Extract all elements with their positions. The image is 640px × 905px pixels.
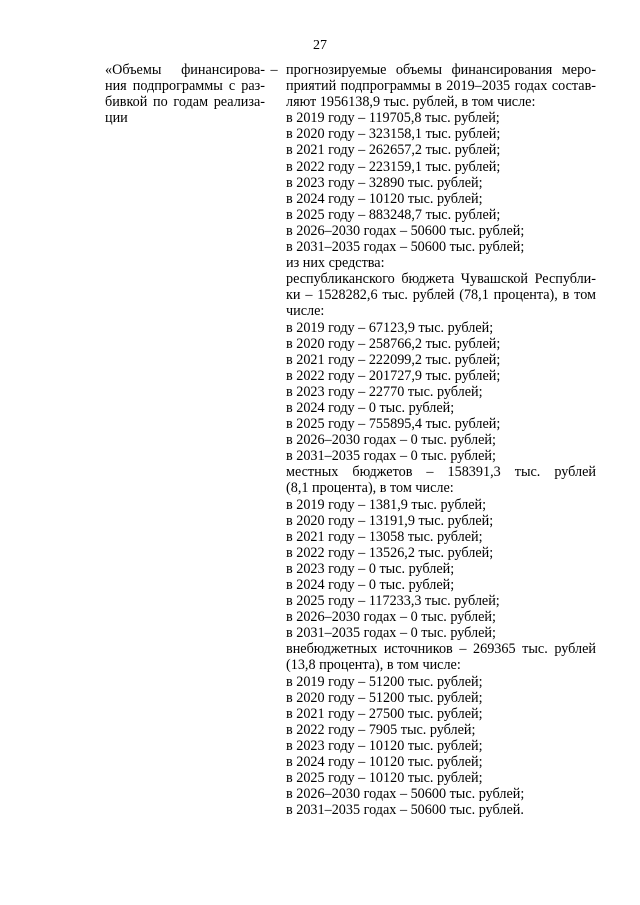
funding-detail-line: в 2019 году – 67123,9 тыс. рублей; (286, 319, 494, 336)
funding-detail-line: (13,8 процента), в том числе: (286, 657, 461, 674)
funding-detail-line: в 2022 году – 13526,2 тыс. рублей; (286, 544, 494, 561)
funding-detail-line: в 2019 году – 51200 тыс. рублей; (286, 673, 483, 690)
funding-detail-line: в 2024 году – 10120 тыс. рублей; (286, 754, 483, 771)
page-number: 27 (313, 38, 327, 53)
funding-detail-line: числе: (286, 303, 325, 320)
separator-dash: – (270, 62, 278, 78)
funding-detail-line: в 2021 году – 222099,2 тыс. рублей; (286, 351, 501, 368)
funding-detail-line: в 2025 году – 10120 тыс. рублей; (286, 770, 483, 787)
funding-detail-line: в 2021 году – 13058 тыс. рублей; (286, 528, 483, 545)
funding-detail-line: в 2022 году – 201727,9 тыс. рублей; (286, 367, 501, 384)
funding-detail-line: в 2026–2030 годах – 0 тыс. рублей; (286, 609, 496, 626)
funding-detail-line: внебюджетных источников – 269365 тыс. рублей (286, 641, 596, 658)
funding-label-line: ции (105, 110, 128, 127)
funding-detail-line: в 2026–2030 годах – 0 тыс. рублей; (286, 432, 496, 449)
funding-detail-line: ки – 1528282,6 тыс. рублей (78,1 процента), в том (286, 287, 596, 304)
funding-detail-line: в 2019 году – 1381,9 тыс. рублей; (286, 496, 487, 513)
funding-detail-line: в 2023 году – 32890 тыс. рублей; (286, 174, 483, 191)
funding-detail-line: в 2031–2035 годах – 0 тыс. рублей; (286, 448, 496, 465)
funding-detail-line: прогнозируемые объемы финансирования меро- (286, 62, 596, 78)
funding-detail-line: в 2021 году – 27500 тыс. рублей; (286, 705, 483, 722)
funding-detail-line: в 2024 году – 0 тыс. рублей; (286, 399, 455, 416)
funding-detail-line: приятий подпрограммы в 2019–2035 годах состав- (286, 78, 596, 95)
funding-detail-line: в 2022 году – 7905 тыс. рублей; (286, 721, 476, 738)
funding-detail-line: республиканского бюджета Чувашской Республи- (286, 271, 596, 288)
funding-detail-line: в 2031–2035 годах – 50600 тыс. рублей; (286, 239, 525, 256)
funding-detail-line: в 2025 году – 883248,7 тыс. рублей; (286, 206, 501, 223)
funding-detail-line: в 2024 году – 0 тыс. рублей; (286, 577, 455, 593)
funding-detail-line: в 2019 году – 119705,8 тыс. рублей; (286, 110, 500, 127)
funding-detail-line: в 2023 году – 22770 тыс. рублей; (286, 383, 483, 400)
funding-detail-line: из них средства: (286, 255, 385, 272)
funding-details-cell (286, 62, 596, 818)
funding-detail-line: в 2020 году – 323158,1 тыс. рублей; (286, 126, 501, 143)
funding-detail-line: в 2022 году – 223159,1 тыс. рублей; (286, 158, 501, 175)
funding-detail-line: местных бюджетов – 158391,3 тыс. рублей (286, 464, 596, 481)
funding-detail-line: в 2020 году – 258766,2 тыс. рублей; (286, 335, 501, 352)
funding-detail-line: в 2025 году – 755895,4 тыс. рублей; (286, 416, 501, 433)
funding-detail-line: в 2031–2035 годах – 0 тыс. рублей; (286, 625, 496, 642)
funding-detail-line: в 2026–2030 годах – 50600 тыс. рублей; (286, 222, 525, 239)
funding-detail-line: в 2024 году – 10120 тыс. рублей; (286, 190, 483, 207)
funding-detail-line: в 2021 году – 262657,2 тыс. рублей; (286, 142, 501, 159)
funding-label-cell (105, 62, 265, 126)
funding-detail-line: в 2023 году – 10120 тыс. рублей; (286, 737, 483, 754)
funding-label-line: ния подпрограммы с раз- (105, 78, 265, 95)
funding-detail-line: в 2031–2035 годах – 50600 тыс. рублей. (286, 802, 524, 819)
funding-detail-line: в 2026–2030 годах – 50600 тыс. рублей; (286, 786, 525, 803)
funding-detail-line: ляют 1956138,9 тыс. рублей, в том числе: (286, 94, 536, 111)
funding-detail-line: в 2023 году – 0 тыс. рублей; (286, 560, 455, 577)
funding-detail-line: в 2025 году – 117233,3 тыс. рублей; (286, 593, 500, 610)
funding-detail-line: (8,1 процента), в том числе: (286, 480, 454, 497)
funding-detail-line: в 2020 году – 13191,9 тыс. рублей; (286, 512, 494, 529)
funding-label-line: «Объемы финансирова- (105, 62, 265, 78)
funding-label-line: бивкой по годам реализа- (105, 94, 265, 111)
funding-detail-line: в 2020 году – 51200 тыс. рублей; (286, 689, 483, 706)
